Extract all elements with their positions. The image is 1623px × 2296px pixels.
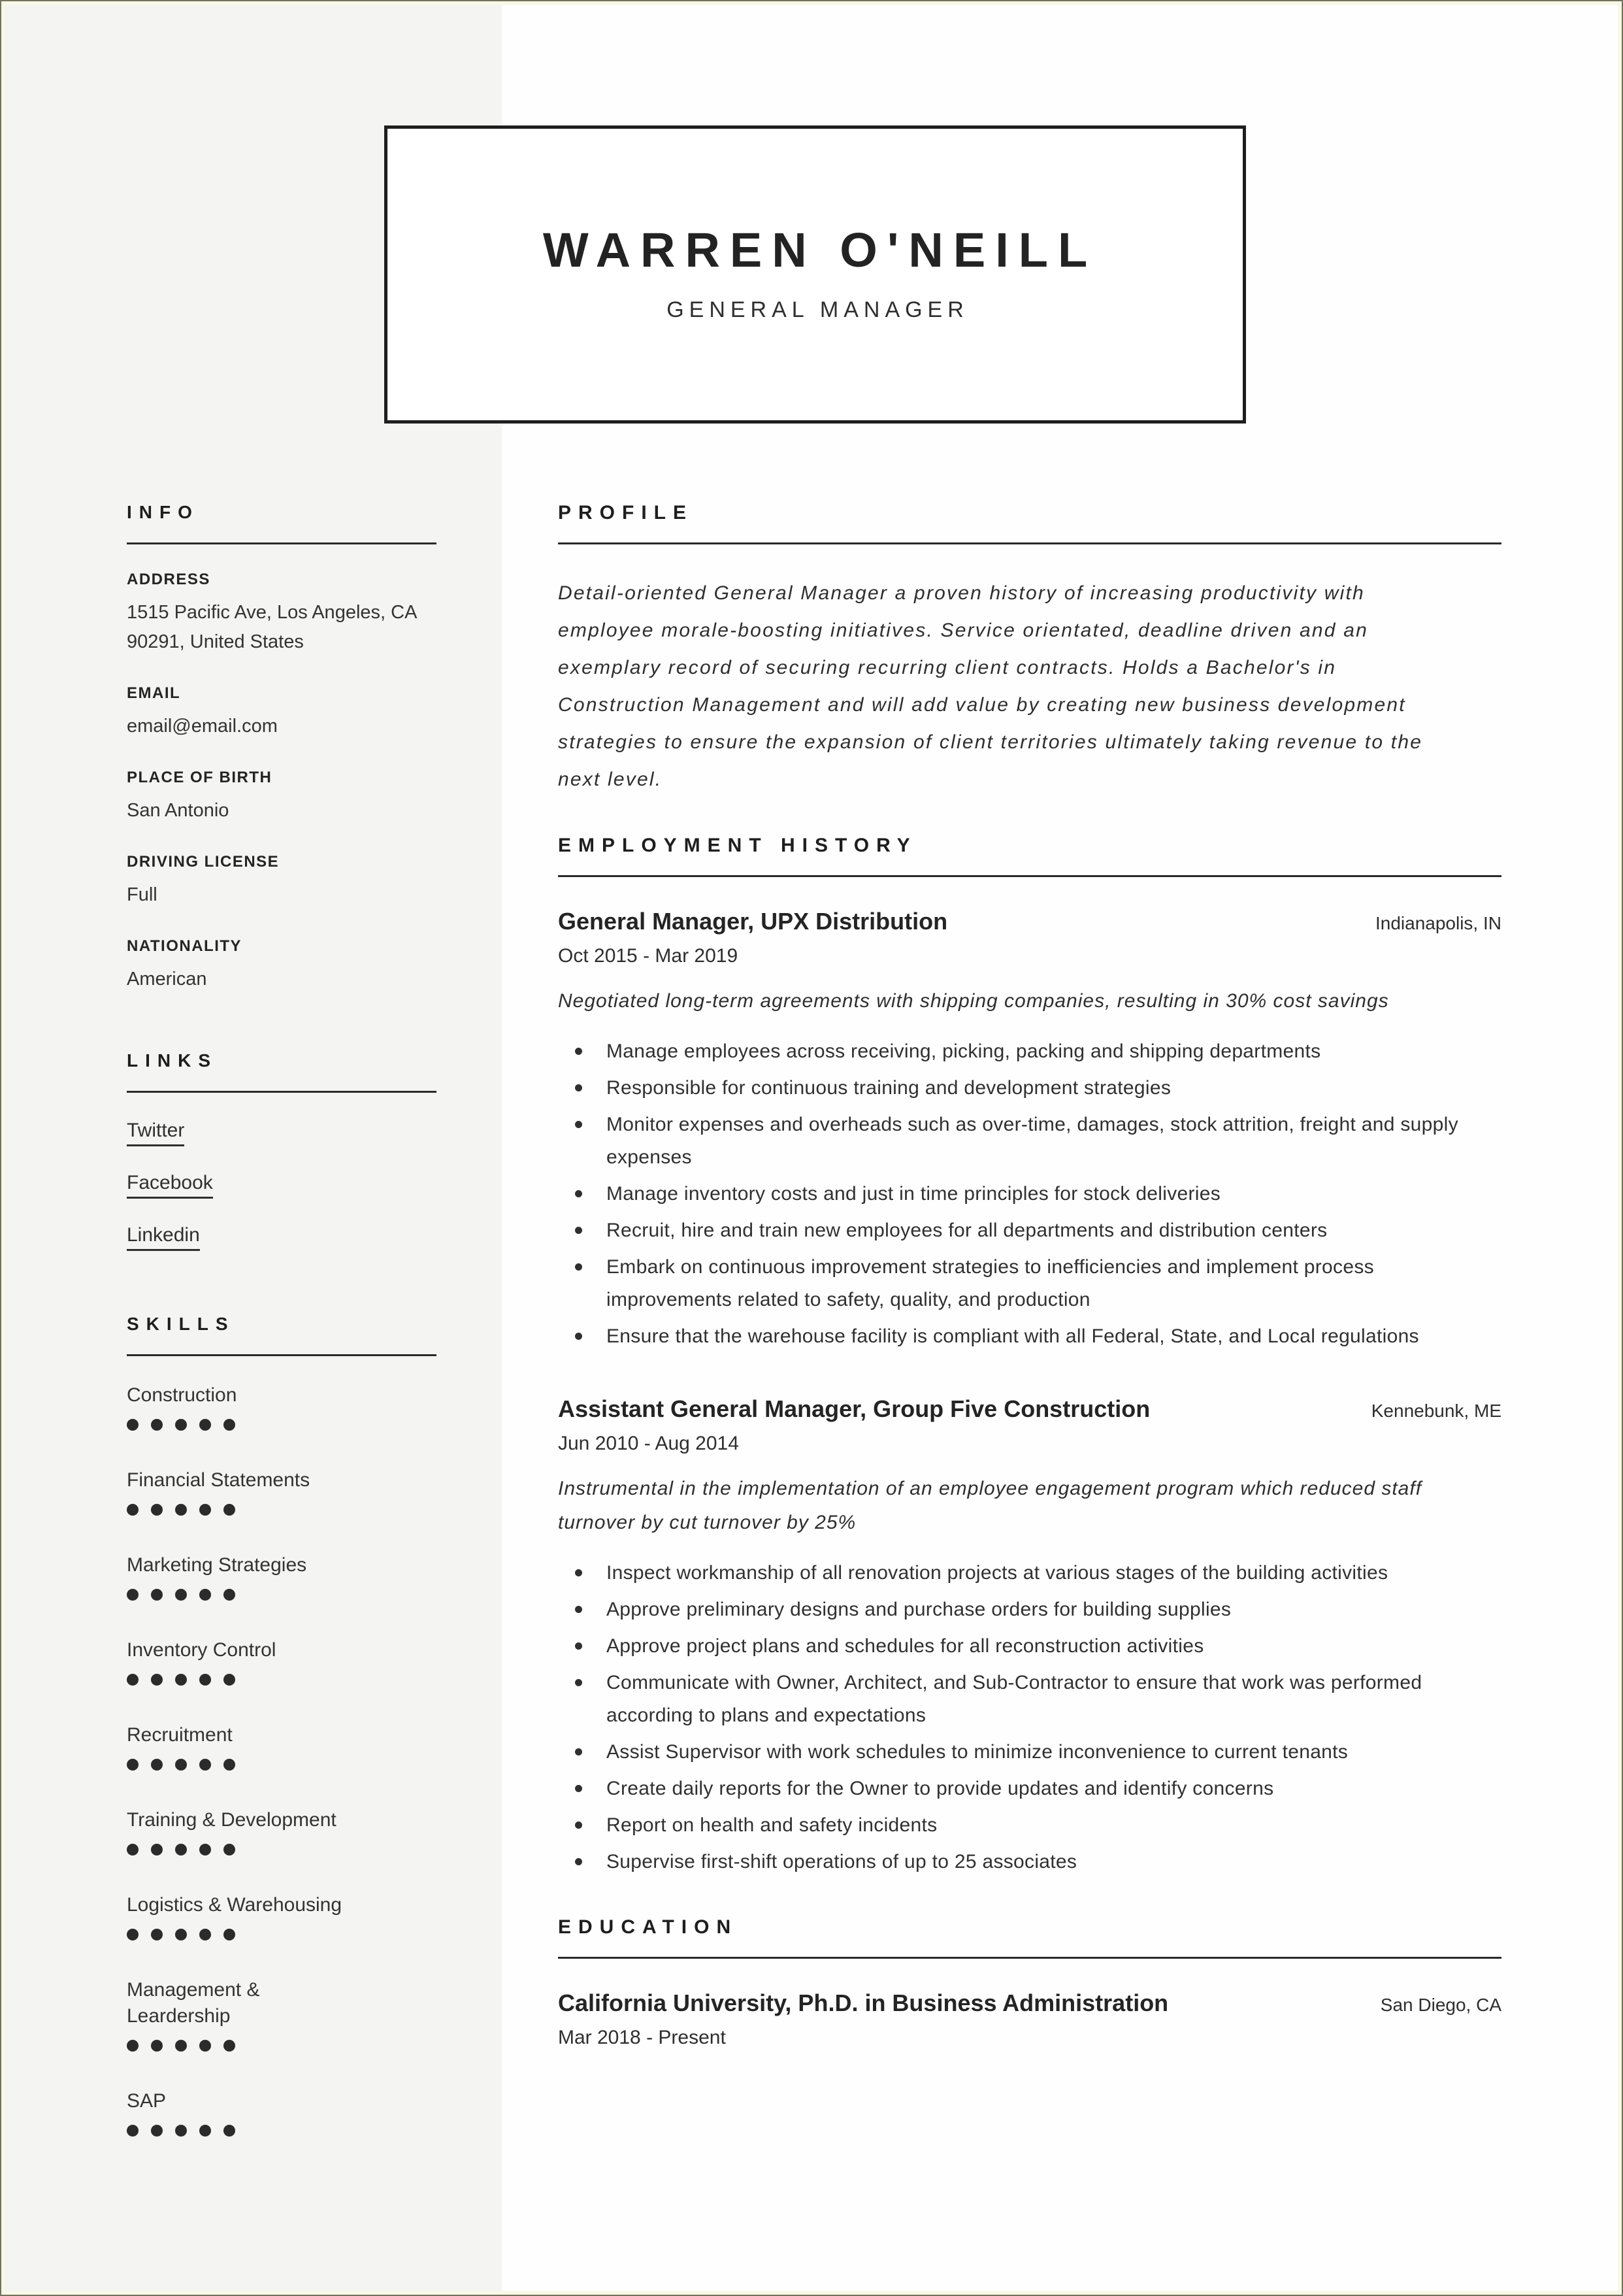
education-head [558,1989,1501,2018]
header-box [384,125,1246,424]
education-dates: Mar 2018 - Present [558,2027,726,2048]
skill-item [127,1637,436,1686]
skill-dot-icon [223,1844,235,1855]
skill-dot-icon [127,1759,139,1771]
skill-level-dots [127,1504,436,1516]
skill-dot-icon [175,1844,187,1855]
skill-dot-icon [175,1504,187,1516]
skill-level-dots [127,2125,436,2137]
skill-item [127,1722,436,1771]
skill-level-dots [127,1759,436,1771]
bullet-item: Embark on continuous improvement strategies to inefficiencies and implement process improvements related to safety, quality, and production [558,1251,1501,1316]
skill-dot-icon [199,1589,211,1601]
bullet-item: Monitor expenses and overheads such as over-time, damages, stock attrition, freight and supply expenses [558,1108,1501,1174]
skill-dot-icon [199,1674,211,1686]
person-job-title: GENERAL MANAGER [666,297,969,322]
skill-dot-icon [199,1504,211,1516]
skill-name: Financial Statements [127,1469,310,1491]
skill-level-dots [127,1589,436,1601]
employment-section [558,836,1501,1878]
skill-dot-icon [175,1674,187,1686]
skill-dot-icon [151,2125,163,2137]
skill-item [127,1892,436,1940]
skill-name: SAP [127,2090,167,2112]
skill-level-dots [127,1844,436,1855]
education-entry [558,1989,1501,2050]
twitter-link[interactable]: Twitter [127,1119,184,1146]
education-section [558,1918,1501,2050]
bullet-item: Recruit, hire and train new employees for all departments and distribution centers [558,1214,1501,1247]
job-title: General Manager, UPX Distribution [558,908,948,935]
skill-dot-icon [223,1929,235,1940]
skills-section [127,1315,436,2137]
skill-dot-icon [175,2040,187,2052]
skill-item [127,1382,436,1431]
info-field-email [127,684,436,741]
skill-dot-icon [127,1674,139,1686]
info-field-driving-license [127,853,436,910]
bullet-item: Approve project plans and schedules for all reconstruction activities [558,1630,1501,1663]
employment-heading: EMPLOYMENT HISTORY [558,836,1501,877]
field-value: email@email.com [127,716,278,737]
skill-name: Marketing Strategies [127,1554,307,1576]
job-dates: Jun 2010 - Aug 2014 [558,1433,739,1454]
skill-dot-icon [199,2125,211,2137]
skills-heading: SKILLS [127,1315,436,1356]
field-value: Full [127,884,157,905]
bullet-item: Inspect workmanship of all renovation projects at various stages of the building activities [558,1557,1501,1589]
skill-level-dots [127,2040,436,2052]
skill-dot-icon [223,2040,235,2052]
skill-dot-icon [175,2125,187,2137]
field-label: PLACE OF BIRTH [127,769,272,786]
person-name: WARREN O'NEILL [542,223,1098,277]
job-location: Kennebunk, ME [1371,1401,1501,1421]
info-field-nationality [127,937,436,994]
skill-item [127,1977,436,2052]
field-label: ADDRESS [127,571,210,588]
link-item [127,1119,436,1146]
skill-dot-icon [175,1419,187,1431]
skill-level-dots [127,1929,436,1940]
skill-item [127,2088,436,2137]
skill-dot-icon [175,1759,187,1771]
profile-text: Detail-oriented General Manager a proven history of increasing productivity with employee morale-boosting initiatives. Service orientated, deadline driven and an exemplary record of securing recurring client contracts. Holds a Bachelor's in Construction Management and will add value by creating new business development strategies to ensure the expansion of client territories ultimately taking revenue to the next level. [558,582,1423,790]
skill-name: Construction [127,1384,237,1406]
skill-dot-icon [175,1589,187,1601]
field-value: American [127,969,207,990]
bullet-item: Assist Supervisor with work schedules to minimize inconvenience to current tenants [558,1736,1501,1769]
education-title: California University, Ph.D. in Business Administration [558,1989,1169,2016]
info-field-place-of-birth [127,769,436,825]
skill-dot-icon [151,1929,163,1940]
field-label: EMAIL [127,684,181,702]
linkedin-link[interactable]: Linkedin [127,1223,200,1251]
job-dates: Oct 2015 - Mar 2019 [558,945,738,967]
skill-dot-icon [223,1504,235,1516]
skill-dot-icon [199,2040,211,2052]
bullet-item: Manage inventory costs and just in time principles for stock deliveries [558,1178,1501,1210]
info-section [127,503,436,994]
skill-dot-icon [199,1844,211,1855]
skill-name: Inventory Control [127,1639,276,1661]
skill-dot-icon [127,1419,139,1431]
sidebar-content [127,503,436,2173]
education-location: San Diego, CA [1380,1995,1501,2015]
skill-dot-icon [151,1504,163,1516]
skill-dot-icon [127,2125,139,2137]
info-heading: INFO [127,503,436,544]
job-bullet-list [558,1557,1501,1878]
field-value: San Antonio [127,800,229,821]
skill-dot-icon [223,1674,235,1686]
skill-dot-icon [199,1759,211,1771]
job-head [558,1395,1501,1423]
skill-dot-icon [151,1759,163,1771]
facebook-link[interactable]: Facebook [127,1171,213,1199]
job-head [558,907,1501,936]
skill-dot-icon [151,1674,163,1686]
job-title: Assistant General Manager, Group Five Construction [558,1395,1151,1422]
skill-dot-icon [151,2040,163,2052]
job-summary: Negotiated long-term agreements with shipping companies, resulting in 30% cost savings [558,990,1389,1012]
skill-dot-icon [127,1844,139,1855]
skill-dot-icon [127,1504,139,1516]
skill-dot-icon [151,1844,163,1855]
links-heading: LINKS [127,1052,436,1093]
skill-item [127,1807,436,1855]
bullet-item: Manage employees across receiving, picking, packing and shipping departments [558,1035,1501,1068]
skill-name: Management & Leardership [127,1979,260,2027]
bullet-item: Communicate with Owner, Architect, and Sub-Contractor to ensure that work was performed according to plans and expectations [558,1667,1501,1732]
job-entry [558,1395,1501,1878]
field-value: 1515 Pacific Ave, Los Angeles, CA 90291, United States [127,602,416,652]
link-item [127,1171,436,1199]
skill-level-dots [127,1674,436,1686]
skill-dot-icon [151,1419,163,1431]
skill-item [127,1467,436,1516]
bullet-item: Ensure that the warehouse facility is compliant with all Federal, State, and Local regulations [558,1320,1501,1353]
link-item [127,1223,436,1251]
bullet-item: Report on health and safety incidents [558,1809,1501,1842]
skill-dot-icon [199,1929,211,1940]
skill-name: Logistics & Warehousing [127,1894,342,1916]
info-field-address [127,571,436,657]
skill-dot-icon [223,1589,235,1601]
links-section [127,1052,436,1251]
skill-dot-icon [223,2125,235,2137]
skill-name: Training & Development [127,1809,336,1831]
job-bullet-list [558,1035,1501,1353]
skill-level-dots [127,1419,436,1431]
profile-section [558,503,1501,798]
skill-dot-icon [127,1589,139,1601]
bullet-item: Approve preliminary designs and purchase orders for building supplies [558,1593,1501,1626]
skill-dot-icon [175,1929,187,1940]
skill-name: Recruitment [127,1724,233,1746]
bullet-item: Supervise first-shift operations of up to 25 associates [558,1846,1501,1878]
skill-dot-icon [199,1419,211,1431]
profile-heading: PROFILE [558,503,1501,544]
main-content [558,503,1501,2050]
skill-item [127,1552,436,1601]
job-location: Indianapolis, IN [1375,913,1501,933]
bullet-item: Responsible for continuous training and development strategies [558,1072,1501,1105]
job-entry [558,907,1501,1353]
skill-dot-icon [223,1759,235,1771]
skill-dot-icon [127,1929,139,1940]
skill-dot-icon [223,1419,235,1431]
field-label: NATIONALITY [127,937,242,955]
bullet-item: Create daily reports for the Owner to provide updates and identify concerns [558,1772,1501,1805]
job-summary: Instrumental in the implementation of an employee engagement program which reduced staff turnover by cut turnover by 25% [558,1478,1422,1533]
skill-dot-icon [151,1589,163,1601]
skill-dot-icon [127,2040,139,2052]
field-label: DRIVING LICENSE [127,853,280,871]
education-heading: EDUCATION [558,1918,1501,1959]
